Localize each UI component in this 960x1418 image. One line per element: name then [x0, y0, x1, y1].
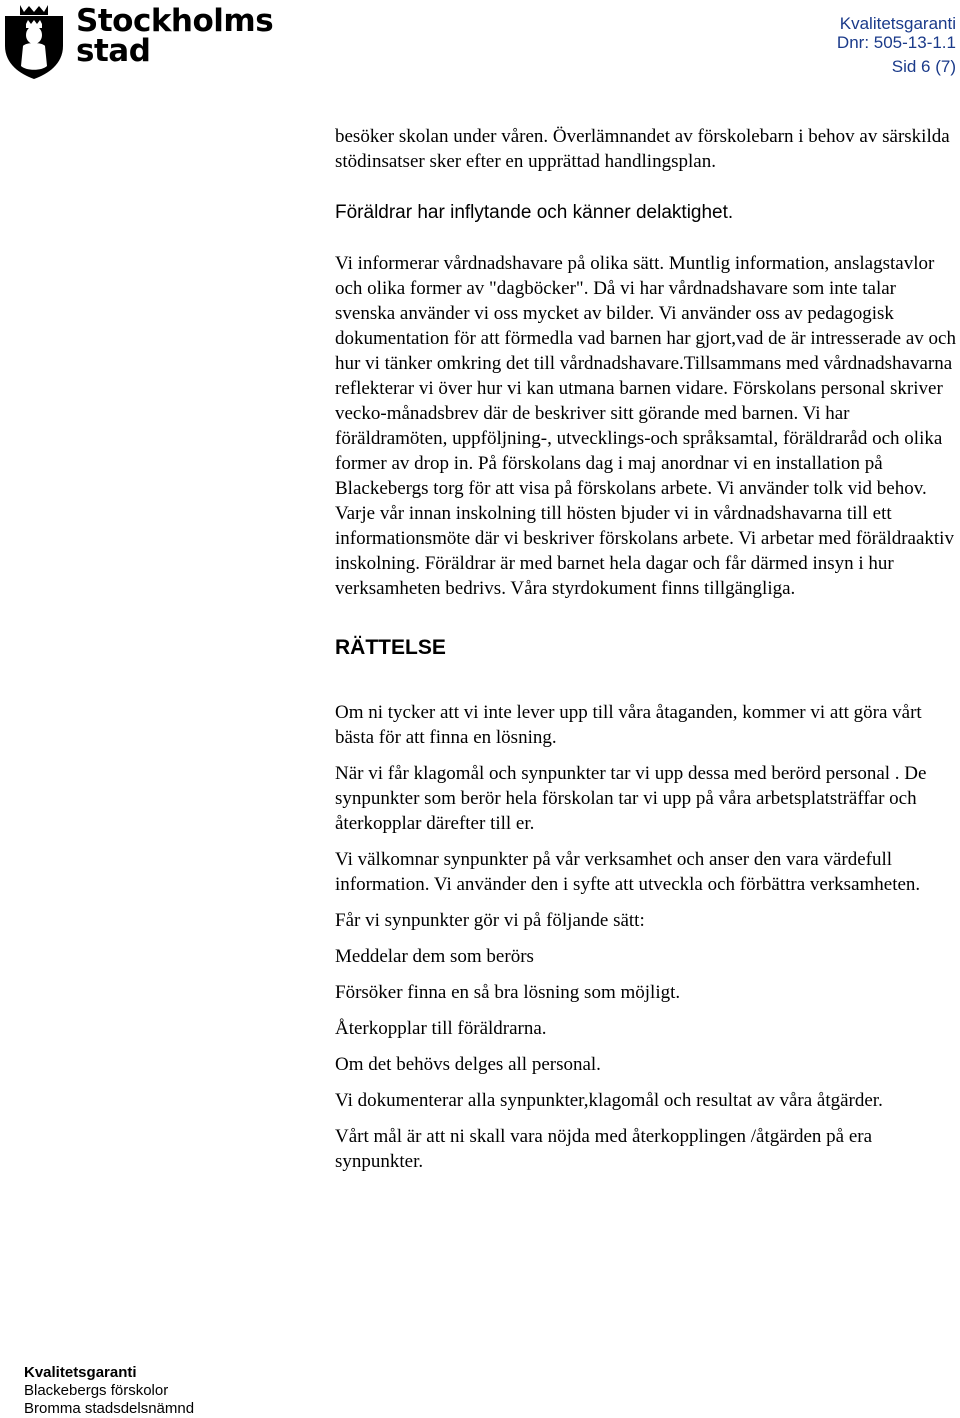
header-doc-number: Dnr: 505-13-1.1: [836, 33, 956, 52]
rattelse-paragraph: Om det behövs delges all personal.: [335, 1054, 601, 1075]
document-footer: [24, 1364, 194, 1418]
sub-heading: Föräldrar har inflytande och känner delaktighet.: [335, 202, 734, 223]
rattelse-paragraph: Meddelar dem som berörs: [335, 946, 534, 967]
city-emblem-icon: [2, 2, 66, 80]
footer-title: Kvalitetsgaranti: [24, 1364, 137, 1381]
logo-line-2: stad: [76, 33, 151, 69]
header-doc-type: Kvalitetsgaranti: [839, 14, 956, 33]
logo-wordmark: [76, 3, 274, 69]
rattelse-paragraph: Försöker finna en så bra lösning som möjligt.: [335, 982, 681, 1003]
stockholms-stad-logo: [2, 2, 274, 82]
info-paragraph: Vi informerar vårdnadshavare på olika sätt. Muntlig information, anslagstavlor och olika former av "dagböcker". Då vi har vårdnadshavare som inte talar svenska använder vi oss mycket av bilder. Vi använder oss av pedagogisk dokumentation för att förmedla vad barnen har gjort,vad de är intresserade av och hur vi tänker omkring det till vårdnadshavare.Tillsammans med vårdnadshavarna reflekterar vi över hur vi kan utmana barnen vidare. Förskolans personal skriver vecko-månadsbrev där de beskriver sitt görande med barnen. Vi har föräldramöten, uppföljning-, utvecklings-och språksamtal, föräldraråd och olika former av drop in. På förskolans dag i maj anordnar vi en installation på Blackebergs torg för att visa på förskolans arbete. Vi använder tolk vid behov. Varje vår innan inskolning till hösten bjuder vi in vårdnadshavarna till ett informationsmöte där vi beskriver förskolans arbete. Vi arbetar med föräldraaktiv inskolning. Föräldrar är med barnet hela dagar och får därmed insyn i hur verksamheten bedrivs. Våra styrdokument finns tillgängliga.: [335, 253, 956, 599]
rattelse-paragraph: Vi välkomnar synpunkter på vår verksamhet och anser den vara värdefull information. Vi använder den i syfte att utveckla och förbättra verksamheten.: [335, 849, 921, 895]
rattelse-paragraph: Vi dokumenterar alla synpunkter,klagomål och resultat av våra åtgärder.: [335, 1090, 883, 1111]
rattelse-paragraph: Om ni tycker att vi inte lever upp till våra åtaganden, kommer vi att göra vårt bästa för att finna en lösning.: [335, 702, 922, 748]
logo-line-1: Stockholms: [76, 3, 274, 39]
rattelse-paragraph: Vårt mål är att ni skall vara nöjda med återkopplingen /åtgärden på era synpunkter.: [335, 1126, 873, 1172]
document-body: [335, 124, 957, 1185]
footer-unit: Blackebergs förskolor: [24, 1382, 169, 1399]
document-header: [837, 14, 956, 76]
footer-district: Bromma stadsdelsnämnd: [24, 1400, 195, 1417]
rattelse-section: [335, 700, 957, 1174]
continued-paragraph: besöker skolan under våren. Överlämnandet av förskolebarn i behov av särskilda stödinsatser sker efter en upprättad handlingsplan.: [335, 126, 950, 172]
rattelse-paragraph: Får vi synpunkter gör vi på följande sätt:: [335, 910, 645, 931]
rattelse-paragraph: När vi får klagomål och synpunkter tar vi upp dessa med berörd personal . De synpunkter som berör hela förskolan tar vi upp på våra arbetsplatsträffar och återkopplar därefter till er.: [335, 763, 927, 834]
header-page-number: Sid 6 (7): [891, 57, 956, 76]
rattelse-paragraph: Återkopplar till föräldrarna.: [335, 1018, 547, 1039]
section-heading-rattelse: RÄTTELSE: [335, 636, 446, 659]
